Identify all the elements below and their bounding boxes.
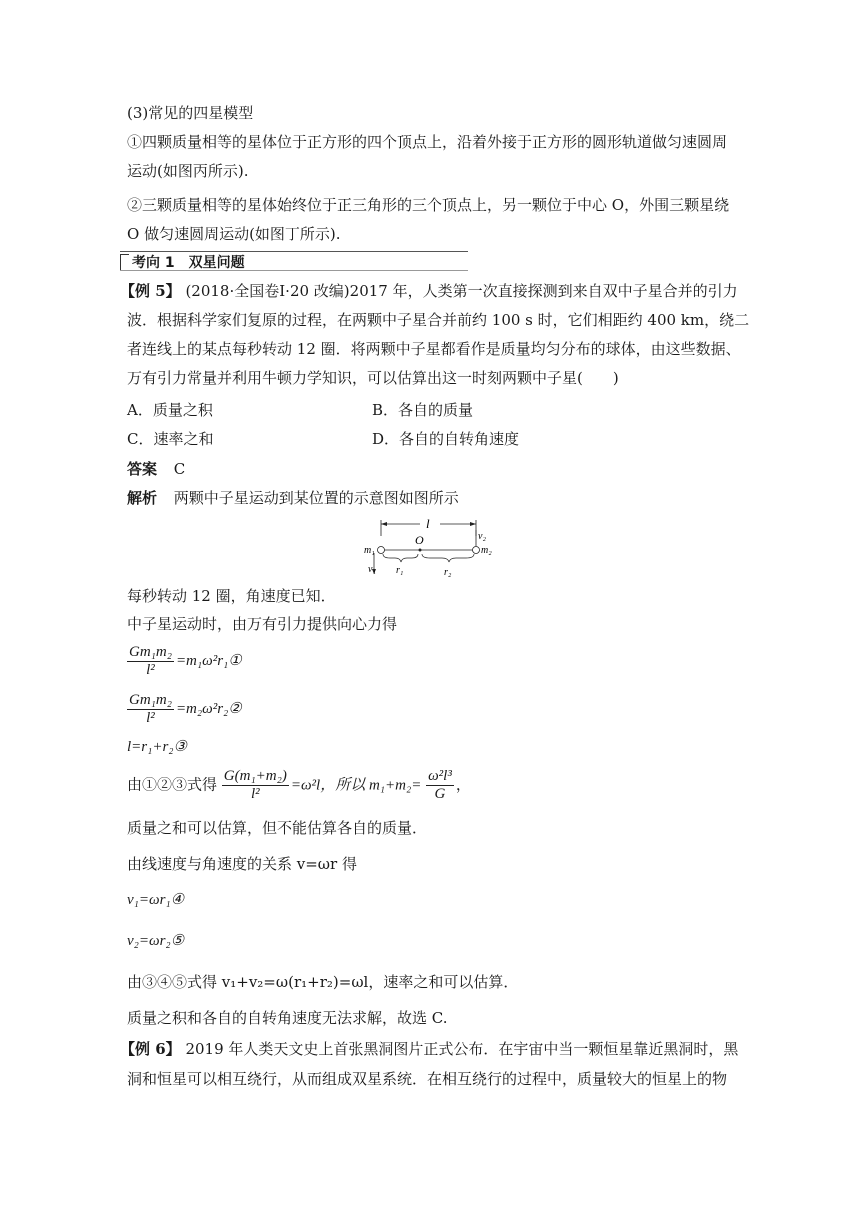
step1: 每秒转动 12 圈，角速度已知． xyxy=(127,587,336,605)
eq1-numerator: Gm₁m₂ xyxy=(129,644,172,660)
label-m1: m₁ xyxy=(364,545,375,556)
eq1-rhs: =m₁ω²r₁① xyxy=(175,652,242,669)
example6-text1: 2019 年人类天文史上首张黑洞图片正式公布．在宇宙中当一颗恒星靠近黑洞时，黑 xyxy=(185,1040,739,1058)
section-title: (3)常见的四星模型 xyxy=(127,104,254,122)
topic-heading-text: 考向 1 双星问题 xyxy=(132,255,245,271)
center-point-o xyxy=(419,549,422,552)
equation-7: 由③④⑤式得 v₁+v₂=ω(r₁+r₂)=ωl，速率之和可以估算． xyxy=(127,973,519,991)
eq4-middle: =ω²l，所以 m₁+m₂= xyxy=(290,777,422,794)
star-m2 xyxy=(473,547,480,554)
heading-bracket xyxy=(120,254,129,270)
step2: 中子星运动时，由万有引力提供向心力得 xyxy=(127,615,398,633)
analysis-line xyxy=(127,488,459,508)
star-m1 xyxy=(378,547,385,554)
eq1-denominator: l² xyxy=(146,662,155,678)
example5-line3: 者连线上的某点每秒转动 12 圈．将两颗中子星都看作是质量均匀分布的球体，由这些数据、 xyxy=(127,340,741,358)
label-o: O xyxy=(415,533,424,547)
eq1-fraction xyxy=(127,644,174,679)
topic-heading xyxy=(120,251,468,271)
item2-line2: O 做匀速圆周运动(如图丁所示). xyxy=(127,225,341,243)
equation-6: v₂=ωr₂⑤ xyxy=(127,933,185,949)
example5-text1: (2018·全国卷Ⅰ·20 改编)2017 年，人类第一次直接探测到来自双中子星合并的引力 xyxy=(185,282,738,300)
label-r2: r₂ xyxy=(444,567,452,578)
item2-line1: ②三颗质量相等的星体始终位于正三角形的三个顶点上，另一颗位于中心 O，外围三颗星绕 xyxy=(127,196,730,214)
eq2-numerator: Gm₁m₂ xyxy=(129,692,172,708)
example5-line2: 波．根据科学家们复原的过程，在两颗中子星合并前约 100 s 时，它们相距约 400 km，绕二 xyxy=(127,311,750,329)
answer-label: 答案 xyxy=(127,460,158,478)
step5: 质量之积和各自的自转角速度无法求解，故选 C. xyxy=(127,1009,448,1027)
example5-tag: 【例 5】 xyxy=(120,282,181,300)
brace-r1 xyxy=(383,554,418,562)
option-b: B．各自的质量 xyxy=(372,401,474,419)
item1-line2: 运动(如图丙所示). xyxy=(127,162,249,180)
label-v2: v₂ xyxy=(478,531,486,542)
eq4-prefix: 由①②③式得 xyxy=(127,775,218,794)
binary-star-diagram xyxy=(360,512,510,578)
heading-underline xyxy=(120,270,468,271)
label-l: l xyxy=(426,516,430,531)
example5-line4: 万有引力常量并利用牛顿力学知识，可以估算出这一时刻两颗中子星( ) xyxy=(127,369,619,387)
step3: 质量之和可以估算，但不能估算各自的质量． xyxy=(127,819,428,837)
brace-r2 xyxy=(422,554,474,562)
option-d: D．各自的自转角速度 xyxy=(372,430,520,448)
equation-5: v₁=ωr₁④ xyxy=(127,892,185,908)
analysis-label: 解析 xyxy=(127,489,158,507)
eq4-numerator: G(m₁+m₂) xyxy=(223,768,287,784)
eq2-rhs: =m₂ω²r₂② xyxy=(175,700,242,717)
equation-3: l=r₁+r₂③ xyxy=(127,739,187,755)
eq4-numerator-2: ω²l³ xyxy=(428,768,452,784)
example5-line1 xyxy=(120,281,738,301)
item1-line1: ①四颗质量相等的星体位于正方形的四个顶点上，沿着外接于正方形的圆形轨道做匀速圆周 xyxy=(127,133,728,151)
label-v1: v₁ xyxy=(368,564,376,575)
equation-1 xyxy=(127,644,242,679)
step4: 由线速度与角速度的关系 v=ωr 得 xyxy=(127,855,357,873)
label-r1: r₁ xyxy=(396,565,404,576)
eq4-denominator: l² xyxy=(250,786,260,802)
option-c: C．速率之和 xyxy=(127,430,214,448)
example6-tag: 【例 6】 xyxy=(120,1040,181,1058)
eq4-fraction-left xyxy=(222,768,289,803)
analysis-intro: 两颗中子星运动到某位置的示意图如图所示 xyxy=(173,489,459,507)
eq4-denominator-2: G xyxy=(434,786,446,802)
eq4-end: ， xyxy=(455,775,471,794)
eq2-fraction xyxy=(127,692,174,727)
equation-2 xyxy=(127,692,242,727)
example6-line1 xyxy=(120,1039,738,1059)
example6-line2: 洞和恒星可以相互绕行，从而组成双星系统．在相互绕行的过程中，质量较大的恒星上的物 xyxy=(127,1070,728,1088)
option-a: A．质量之积 xyxy=(127,401,213,419)
eq4-fraction-right xyxy=(426,768,454,803)
eq2-denominator: l² xyxy=(146,710,155,726)
label-m2: m₂ xyxy=(481,545,492,556)
answer-line xyxy=(127,459,185,479)
equation-4 xyxy=(127,768,471,803)
answer-value: C xyxy=(173,460,186,478)
